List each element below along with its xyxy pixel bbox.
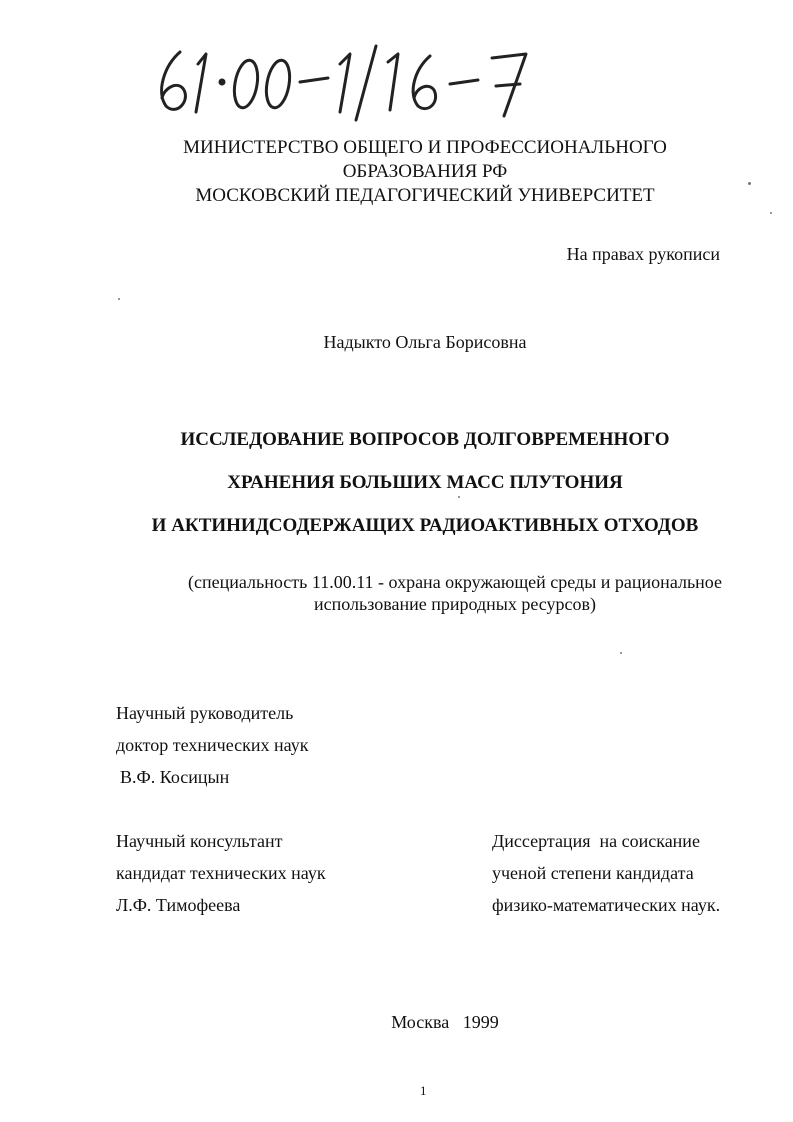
dissertation-line-1: Диссертация на соискание xyxy=(492,831,700,851)
supervisor-name: В.Ф. Косицын xyxy=(120,767,230,787)
dissertation-line-3: физико-математических наук. xyxy=(492,895,721,915)
dissertation-degree-block xyxy=(492,825,720,921)
author-name: Надыкто Ольга Борисовна xyxy=(323,332,527,352)
specialty-line-2: использование природных ресурсов) xyxy=(313,594,597,614)
ministry-line-3: МОСКОВСКИЙ ПЕДАГОГИЧЕСКИЙ УНИВЕРСИТЕТ xyxy=(195,185,655,206)
consultant-block xyxy=(116,825,326,921)
dissertation-title xyxy=(80,418,770,547)
consultant-name: Л.Ф. Тимофеева xyxy=(116,895,241,915)
supervisor-block xyxy=(116,697,309,793)
handwritten-catalog-code xyxy=(150,32,540,122)
city-and-year: Москва 1999 xyxy=(391,1012,499,1032)
page-number: 1 xyxy=(420,1083,427,1098)
scan-speck xyxy=(118,298,120,300)
specialty-line-1: (специальность 11.00.11 - охрана окружающей среды и рациональное xyxy=(188,572,722,592)
ministry-line-2: ОБРАЗОВАНИЯ РФ xyxy=(342,161,508,182)
ministry-header xyxy=(100,136,750,208)
ministry-line-1: МИНИСТЕРСТВО ОБЩЕГО И ПРОФЕССИОНАЛЬНОГО xyxy=(183,137,667,158)
supervisor-degree: доктор технических наук xyxy=(116,735,309,755)
title-line-3: И АКТИНИДСОДЕРЖАЩИХ РАДИОАКТИВНЫХ ОТХОДОВ xyxy=(151,515,699,536)
specialty-note xyxy=(150,571,760,615)
title-line-2: ХРАНЕНИЯ БОЛЬШИХ МАСС ПЛУТОНИЯ xyxy=(227,472,623,493)
title-line-1: ИССЛЕДОВАНИЕ ВОПРОСОВ ДОЛГОВРЕМЕННОГО xyxy=(180,429,670,450)
manuscript-rights: На правах рукописи xyxy=(566,244,720,264)
supervisor-role: Научный руководитель xyxy=(116,703,294,723)
scan-speck xyxy=(770,212,772,214)
dissertation-line-2: ученой степени кандидата xyxy=(492,863,694,883)
handwritten-code-drawing xyxy=(150,32,540,122)
consultant-role: Научный консультант xyxy=(116,831,283,851)
consultant-degree: кандидат технических наук xyxy=(116,863,326,883)
scan-speck xyxy=(458,496,460,498)
scan-speck xyxy=(748,182,751,185)
scan-speck xyxy=(620,652,622,654)
